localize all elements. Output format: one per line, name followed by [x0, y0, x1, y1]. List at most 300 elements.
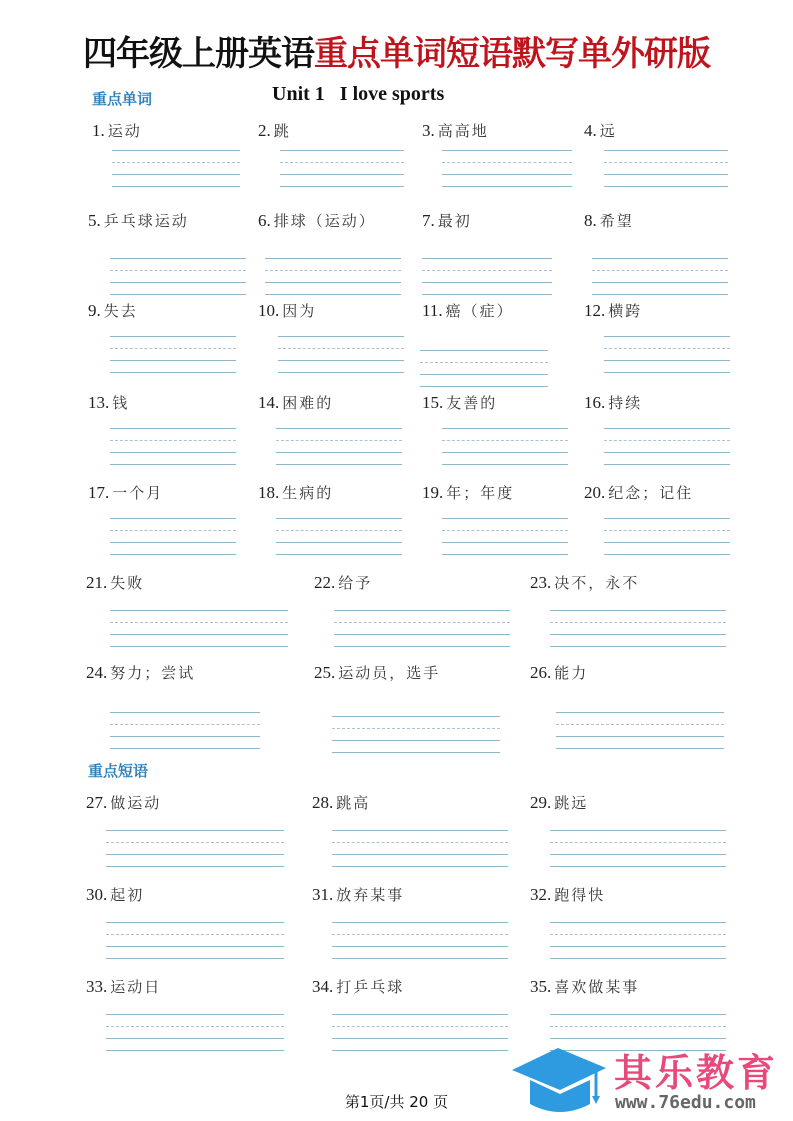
exercise-item — [258, 392, 333, 413]
item-chinese-meaning: 最初 — [437, 212, 472, 230]
solid-guide-line — [442, 464, 568, 465]
item-chinese-meaning: 困难的 — [282, 394, 334, 412]
item-chinese-meaning: 钱 — [112, 394, 130, 412]
solid-guide-line — [550, 854, 726, 855]
solid-guide-line — [110, 554, 236, 555]
item-number: 14. — [258, 393, 280, 412]
item-number: 33. — [86, 977, 108, 996]
dashed-guide-line — [332, 1026, 508, 1027]
dashed-guide-line — [106, 934, 284, 935]
answer-writing-lines[interactable] — [332, 1014, 508, 1054]
solid-guide-line — [442, 428, 568, 429]
solid-guide-line — [332, 958, 508, 959]
exercise-item — [86, 792, 161, 813]
item-chinese-meaning: 失去 — [103, 302, 138, 320]
item-number: 20. — [584, 483, 606, 502]
item-number: 6. — [258, 211, 271, 230]
item-number: 2. — [258, 121, 271, 140]
title-red-part: 重点单词短语默写单外研版 — [314, 34, 710, 74]
solid-guide-line — [276, 464, 402, 465]
exercise-item — [88, 392, 129, 413]
answer-writing-lines[interactable] — [604, 518, 730, 558]
answer-writing-lines[interactable] — [332, 922, 508, 962]
exercise-item — [530, 572, 639, 593]
solid-guide-line — [112, 186, 240, 187]
item-number: 25. — [314, 663, 336, 682]
item-chinese-meaning: 跳高 — [336, 794, 371, 812]
solid-guide-line — [332, 740, 500, 741]
solid-guide-line — [106, 946, 284, 947]
exercise-item — [88, 300, 138, 321]
item-number: 17. — [88, 483, 110, 502]
item-number: 24. — [86, 663, 108, 682]
item-chinese-meaning: 友善的 — [446, 394, 498, 412]
solid-guide-line — [110, 634, 288, 635]
answer-writing-lines[interactable] — [332, 830, 508, 870]
dashed-guide-line — [106, 1026, 284, 1027]
exercise-item — [422, 392, 497, 413]
answer-writing-lines[interactable] — [592, 258, 728, 298]
solid-guide-line — [442, 174, 572, 175]
solid-guide-line — [550, 830, 726, 831]
solid-guide-line — [604, 542, 730, 543]
exercise-item — [584, 120, 617, 141]
item-chinese-meaning: 运动员，选手 — [338, 664, 441, 682]
exercise-prompt — [584, 300, 642, 321]
solid-guide-line — [604, 150, 728, 151]
solid-guide-line — [265, 294, 401, 295]
answer-writing-lines[interactable] — [106, 1014, 284, 1054]
answer-writing-lines[interactable] — [278, 336, 404, 376]
dashed-guide-line — [442, 530, 568, 531]
exercise-item — [258, 120, 291, 141]
dashed-guide-line — [112, 162, 240, 163]
solid-guide-line — [106, 866, 284, 867]
dashed-guide-line — [280, 162, 404, 163]
dashed-guide-line — [332, 842, 508, 843]
item-chinese-meaning: 远 — [599, 122, 617, 140]
solid-guide-line — [556, 748, 724, 749]
exercise-prompt — [584, 392, 642, 413]
solid-guide-line — [604, 360, 730, 361]
exercise-prompt — [422, 120, 489, 141]
item-number: 10. — [258, 301, 280, 320]
exercise-item — [584, 482, 693, 503]
solid-guide-line — [442, 150, 572, 151]
solid-guide-line — [276, 452, 402, 453]
solid-guide-line — [332, 854, 508, 855]
dashed-guide-line — [422, 270, 552, 271]
solid-guide-line — [110, 646, 288, 647]
answer-writing-lines[interactable] — [442, 150, 572, 190]
solid-guide-line — [110, 610, 288, 611]
dashed-guide-line — [332, 728, 500, 729]
exercise-prompt — [258, 482, 333, 503]
answer-writing-lines[interactable] — [110, 258, 246, 298]
solid-guide-line — [106, 1014, 284, 1015]
dashed-guide-line — [276, 530, 402, 531]
dashed-guide-line — [550, 934, 726, 935]
exercise-prompt — [422, 392, 497, 413]
exercise-prompt — [258, 392, 333, 413]
solid-guide-line — [420, 374, 548, 375]
solid-guide-line — [106, 830, 284, 831]
solid-guide-line — [110, 736, 260, 737]
item-number: 28. — [312, 793, 334, 812]
exercise-item — [92, 120, 142, 141]
solid-guide-line — [276, 554, 402, 555]
title-black-part: 四年级上册英语 — [83, 34, 314, 74]
solid-guide-line — [604, 428, 730, 429]
exercise-item — [314, 572, 372, 593]
graduation-cap-icon — [510, 1046, 610, 1116]
item-chinese-meaning: 努力；尝试 — [110, 664, 196, 682]
item-chinese-meaning: 决不，永不 — [554, 574, 640, 592]
item-number: 22. — [314, 573, 336, 592]
answer-writing-lines[interactable] — [110, 610, 288, 650]
answer-writing-lines[interactable] — [334, 610, 510, 650]
exercise-item — [530, 792, 588, 813]
solid-guide-line — [110, 428, 236, 429]
solid-guide-line — [550, 958, 726, 959]
solid-guide-line — [106, 854, 284, 855]
solid-guide-line — [604, 174, 728, 175]
answer-writing-lines[interactable] — [110, 712, 260, 752]
exercise-item — [86, 572, 144, 593]
solid-guide-line — [556, 736, 724, 737]
solid-guide-line — [110, 336, 236, 337]
answer-writing-lines[interactable] — [604, 428, 730, 468]
dashed-guide-line — [110, 622, 288, 623]
exercise-prompt — [86, 572, 144, 593]
answer-writing-lines[interactable] — [422, 258, 552, 298]
item-chinese-meaning: 跑得快 — [554, 886, 606, 904]
solid-guide-line — [280, 186, 404, 187]
item-chinese-meaning: 年；年度 — [446, 484, 515, 502]
item-number: 3. — [422, 121, 435, 140]
item-chinese-meaning: 打乒乓球 — [336, 978, 405, 996]
exercise-item — [422, 120, 489, 141]
answer-writing-lines[interactable] — [106, 922, 284, 962]
answer-writing-lines[interactable] — [280, 150, 404, 190]
item-number: 9. — [88, 301, 101, 320]
item-number: 31. — [312, 885, 334, 904]
answer-writing-lines[interactable] — [112, 150, 240, 190]
item-number: 7. — [422, 211, 435, 230]
exercise-item — [258, 300, 316, 321]
exercise-item — [422, 210, 472, 231]
solid-guide-line — [106, 958, 284, 959]
exercise-item — [86, 662, 195, 683]
item-chinese-meaning: 跳远 — [554, 794, 589, 812]
dashed-guide-line — [110, 530, 236, 531]
answer-writing-lines[interactable] — [550, 922, 726, 962]
answer-writing-lines[interactable] — [604, 336, 730, 376]
solid-guide-line — [332, 1050, 508, 1051]
item-chinese-meaning: 乒乓球运动 — [103, 212, 189, 230]
dashed-guide-line — [556, 724, 724, 725]
solid-guide-line — [265, 282, 401, 283]
item-chinese-meaning: 纪念；记住 — [608, 484, 694, 502]
exercise-prompt — [422, 210, 472, 231]
item-number: 30. — [86, 885, 108, 904]
solid-guide-line — [550, 1038, 726, 1039]
solid-guide-line — [110, 464, 236, 465]
solid-guide-line — [422, 294, 552, 295]
item-chinese-meaning: 给予 — [338, 574, 373, 592]
item-chinese-meaning: 持续 — [608, 394, 643, 412]
answer-writing-lines[interactable] — [442, 428, 568, 468]
section-label-words: 重点单词 — [92, 90, 153, 108]
solid-guide-line — [110, 282, 246, 283]
dashed-guide-line — [110, 348, 236, 349]
solid-guide-line — [550, 866, 726, 867]
item-chinese-meaning: 排球（运动） — [273, 212, 376, 230]
answer-writing-lines[interactable] — [110, 428, 236, 468]
answer-writing-lines[interactable] — [110, 336, 236, 376]
item-number: 5. — [88, 211, 101, 230]
dashed-guide-line — [604, 348, 730, 349]
exercise-prompt — [584, 482, 693, 503]
solid-guide-line — [106, 922, 284, 923]
solid-guide-line — [556, 712, 724, 713]
answer-writing-lines[interactable] — [550, 610, 726, 650]
exercise-prompt — [312, 884, 404, 905]
item-chinese-meaning: 癌（症） — [445, 302, 514, 320]
answer-writing-lines[interactable] — [106, 830, 284, 870]
dashed-guide-line — [332, 934, 508, 935]
item-chinese-meaning: 横跨 — [608, 302, 643, 320]
solid-guide-line — [112, 174, 240, 175]
solid-guide-line — [106, 1050, 284, 1051]
item-number: 12. — [584, 301, 606, 320]
item-chinese-meaning: 放弃某事 — [336, 886, 405, 904]
exercise-prompt — [422, 300, 514, 321]
exercise-prompt — [312, 792, 370, 813]
page-indicator: 第1页/共 20 页 — [344, 1093, 449, 1111]
answer-writing-lines[interactable] — [265, 258, 401, 298]
solid-guide-line — [422, 258, 552, 259]
exercise-item — [258, 482, 333, 503]
solid-guide-line — [604, 372, 730, 373]
item-number: 26. — [530, 663, 552, 682]
solid-guide-line — [280, 174, 404, 175]
solid-guide-line — [110, 748, 260, 749]
dashed-guide-line — [110, 270, 246, 271]
exercise-prompt — [584, 210, 634, 231]
solid-guide-line — [550, 610, 726, 611]
dashed-guide-line — [276, 440, 402, 441]
item-number: 13. — [88, 393, 110, 412]
item-chinese-meaning: 能力 — [554, 664, 589, 682]
dashed-guide-line — [592, 270, 728, 271]
brand-logo — [510, 1040, 793, 1121]
solid-guide-line — [332, 1038, 508, 1039]
exercise-prompt — [422, 482, 514, 503]
solid-guide-line — [278, 336, 404, 337]
exercise-prompt — [584, 120, 617, 141]
solid-guide-line — [420, 350, 548, 351]
solid-guide-line — [332, 946, 508, 947]
exercise-item — [530, 976, 639, 997]
unit-title: Unit 1 I love sports — [272, 83, 445, 105]
dashed-guide-line — [420, 362, 548, 363]
item-number: 16. — [584, 393, 606, 412]
solid-guide-line — [592, 258, 728, 259]
item-number: 35. — [530, 977, 552, 996]
item-number: 15. — [422, 393, 444, 412]
solid-guide-line — [276, 518, 402, 519]
item-chinese-meaning: 跳 — [273, 122, 291, 140]
exercise-prompt — [86, 792, 161, 813]
solid-guide-line — [106, 1038, 284, 1039]
exercise-item — [422, 300, 514, 321]
exercise-prompt — [88, 392, 129, 413]
exercise-prompt — [530, 884, 605, 905]
answer-writing-lines[interactable] — [276, 518, 402, 558]
dashed-guide-line — [110, 440, 236, 441]
answer-writing-lines[interactable] — [276, 428, 402, 468]
exercise-prompt — [530, 662, 588, 683]
solid-guide-line — [592, 282, 728, 283]
solid-guide-line — [604, 452, 730, 453]
answer-writing-lines[interactable] — [556, 712, 724, 752]
exercise-item — [584, 300, 642, 321]
exercise-prompt — [88, 210, 189, 231]
document-title — [0, 26, 793, 75]
solid-guide-line — [110, 258, 246, 259]
dashed-guide-line — [550, 842, 726, 843]
solid-guide-line — [265, 258, 401, 259]
solid-guide-line — [420, 386, 548, 387]
exercise-item — [312, 792, 370, 813]
exercise-prompt — [86, 976, 161, 997]
item-number: 21. — [86, 573, 108, 592]
solid-guide-line — [280, 150, 404, 151]
solid-guide-line — [550, 1014, 726, 1015]
solid-guide-line — [442, 542, 568, 543]
item-chinese-meaning: 高高地 — [437, 122, 489, 140]
solid-guide-line — [604, 464, 730, 465]
dashed-guide-line — [550, 622, 726, 623]
dashed-guide-line — [110, 724, 260, 725]
brand-url: www.76edu.com — [615, 1092, 756, 1113]
exercise-prompt — [92, 120, 142, 141]
answer-writing-lines[interactable] — [604, 150, 728, 190]
exercise-item — [86, 976, 161, 997]
item-chinese-meaning: 一个月 — [112, 484, 164, 502]
solid-guide-line — [110, 542, 236, 543]
exercise-item — [88, 210, 189, 231]
exercise-prompt — [258, 120, 291, 141]
exercise-prompt — [530, 792, 588, 813]
item-number: 1. — [92, 121, 105, 140]
dashed-guide-line — [604, 440, 730, 441]
item-number: 32. — [530, 885, 552, 904]
answer-writing-lines[interactable] — [332, 716, 500, 756]
dashed-guide-line — [604, 530, 730, 531]
item-number: 11. — [422, 301, 443, 320]
exercise-prompt — [86, 662, 195, 683]
item-chinese-meaning: 喜欢做某事 — [554, 978, 640, 996]
dashed-guide-line — [106, 842, 284, 843]
exercise-prompt — [258, 300, 316, 321]
solid-guide-line — [550, 646, 726, 647]
solid-guide-line — [550, 634, 726, 635]
solid-guide-line — [334, 634, 510, 635]
item-chinese-meaning: 做运动 — [110, 794, 162, 812]
exercise-item — [530, 662, 588, 683]
solid-guide-line — [110, 712, 260, 713]
exercise-prompt — [530, 976, 639, 997]
exercise-item — [584, 392, 642, 413]
solid-guide-line — [332, 830, 508, 831]
item-chinese-meaning: 希望 — [599, 212, 634, 230]
exercise-item — [258, 210, 376, 231]
solid-guide-line — [112, 150, 240, 151]
exercise-prompt — [86, 884, 144, 905]
item-chinese-meaning: 运动 — [107, 122, 142, 140]
exercise-item — [584, 210, 634, 231]
exercise-prompt — [314, 662, 440, 683]
dashed-guide-line — [442, 162, 572, 163]
answer-writing-lines[interactable] — [110, 518, 236, 558]
dashed-guide-line — [604, 162, 728, 163]
item-number: 18. — [258, 483, 280, 502]
solid-guide-line — [278, 360, 404, 361]
exercise-prompt — [314, 572, 372, 593]
item-number: 27. — [86, 793, 108, 812]
exercise-item — [88, 482, 163, 503]
exercise-item — [422, 482, 514, 503]
exercise-prompt — [88, 482, 163, 503]
item-number: 19. — [422, 483, 444, 502]
solid-guide-line — [442, 452, 568, 453]
solid-guide-line — [334, 646, 510, 647]
exercise-item — [312, 976, 404, 997]
exercise-item — [314, 662, 440, 683]
solid-guide-line — [604, 518, 730, 519]
answer-writing-lines[interactable] — [442, 518, 568, 558]
exercise-item — [312, 884, 404, 905]
solid-guide-line — [276, 542, 402, 543]
solid-guide-line — [332, 1014, 508, 1015]
solid-guide-line — [110, 360, 236, 361]
item-number: 23. — [530, 573, 552, 592]
solid-guide-line — [334, 610, 510, 611]
solid-guide-line — [550, 922, 726, 923]
solid-guide-line — [110, 518, 236, 519]
answer-writing-lines[interactable] — [420, 350, 548, 390]
item-number: 34. — [312, 977, 334, 996]
exercise-prompt — [88, 300, 138, 321]
solid-guide-line — [332, 866, 508, 867]
solid-guide-line — [110, 294, 246, 295]
dashed-guide-line — [334, 622, 510, 623]
solid-guide-line — [604, 554, 730, 555]
solid-guide-line — [604, 336, 730, 337]
answer-writing-lines[interactable] — [550, 830, 726, 870]
brand-name: 其乐教育 — [614, 1051, 779, 1095]
item-number: 4. — [584, 121, 597, 140]
item-chinese-meaning: 起初 — [110, 886, 145, 904]
item-chinese-meaning: 失败 — [110, 574, 145, 592]
exercise-item — [530, 884, 605, 905]
exercise-item — [86, 884, 144, 905]
dashed-guide-line — [550, 1026, 726, 1027]
item-chinese-meaning: 运动日 — [110, 978, 162, 996]
solid-guide-line — [332, 922, 508, 923]
